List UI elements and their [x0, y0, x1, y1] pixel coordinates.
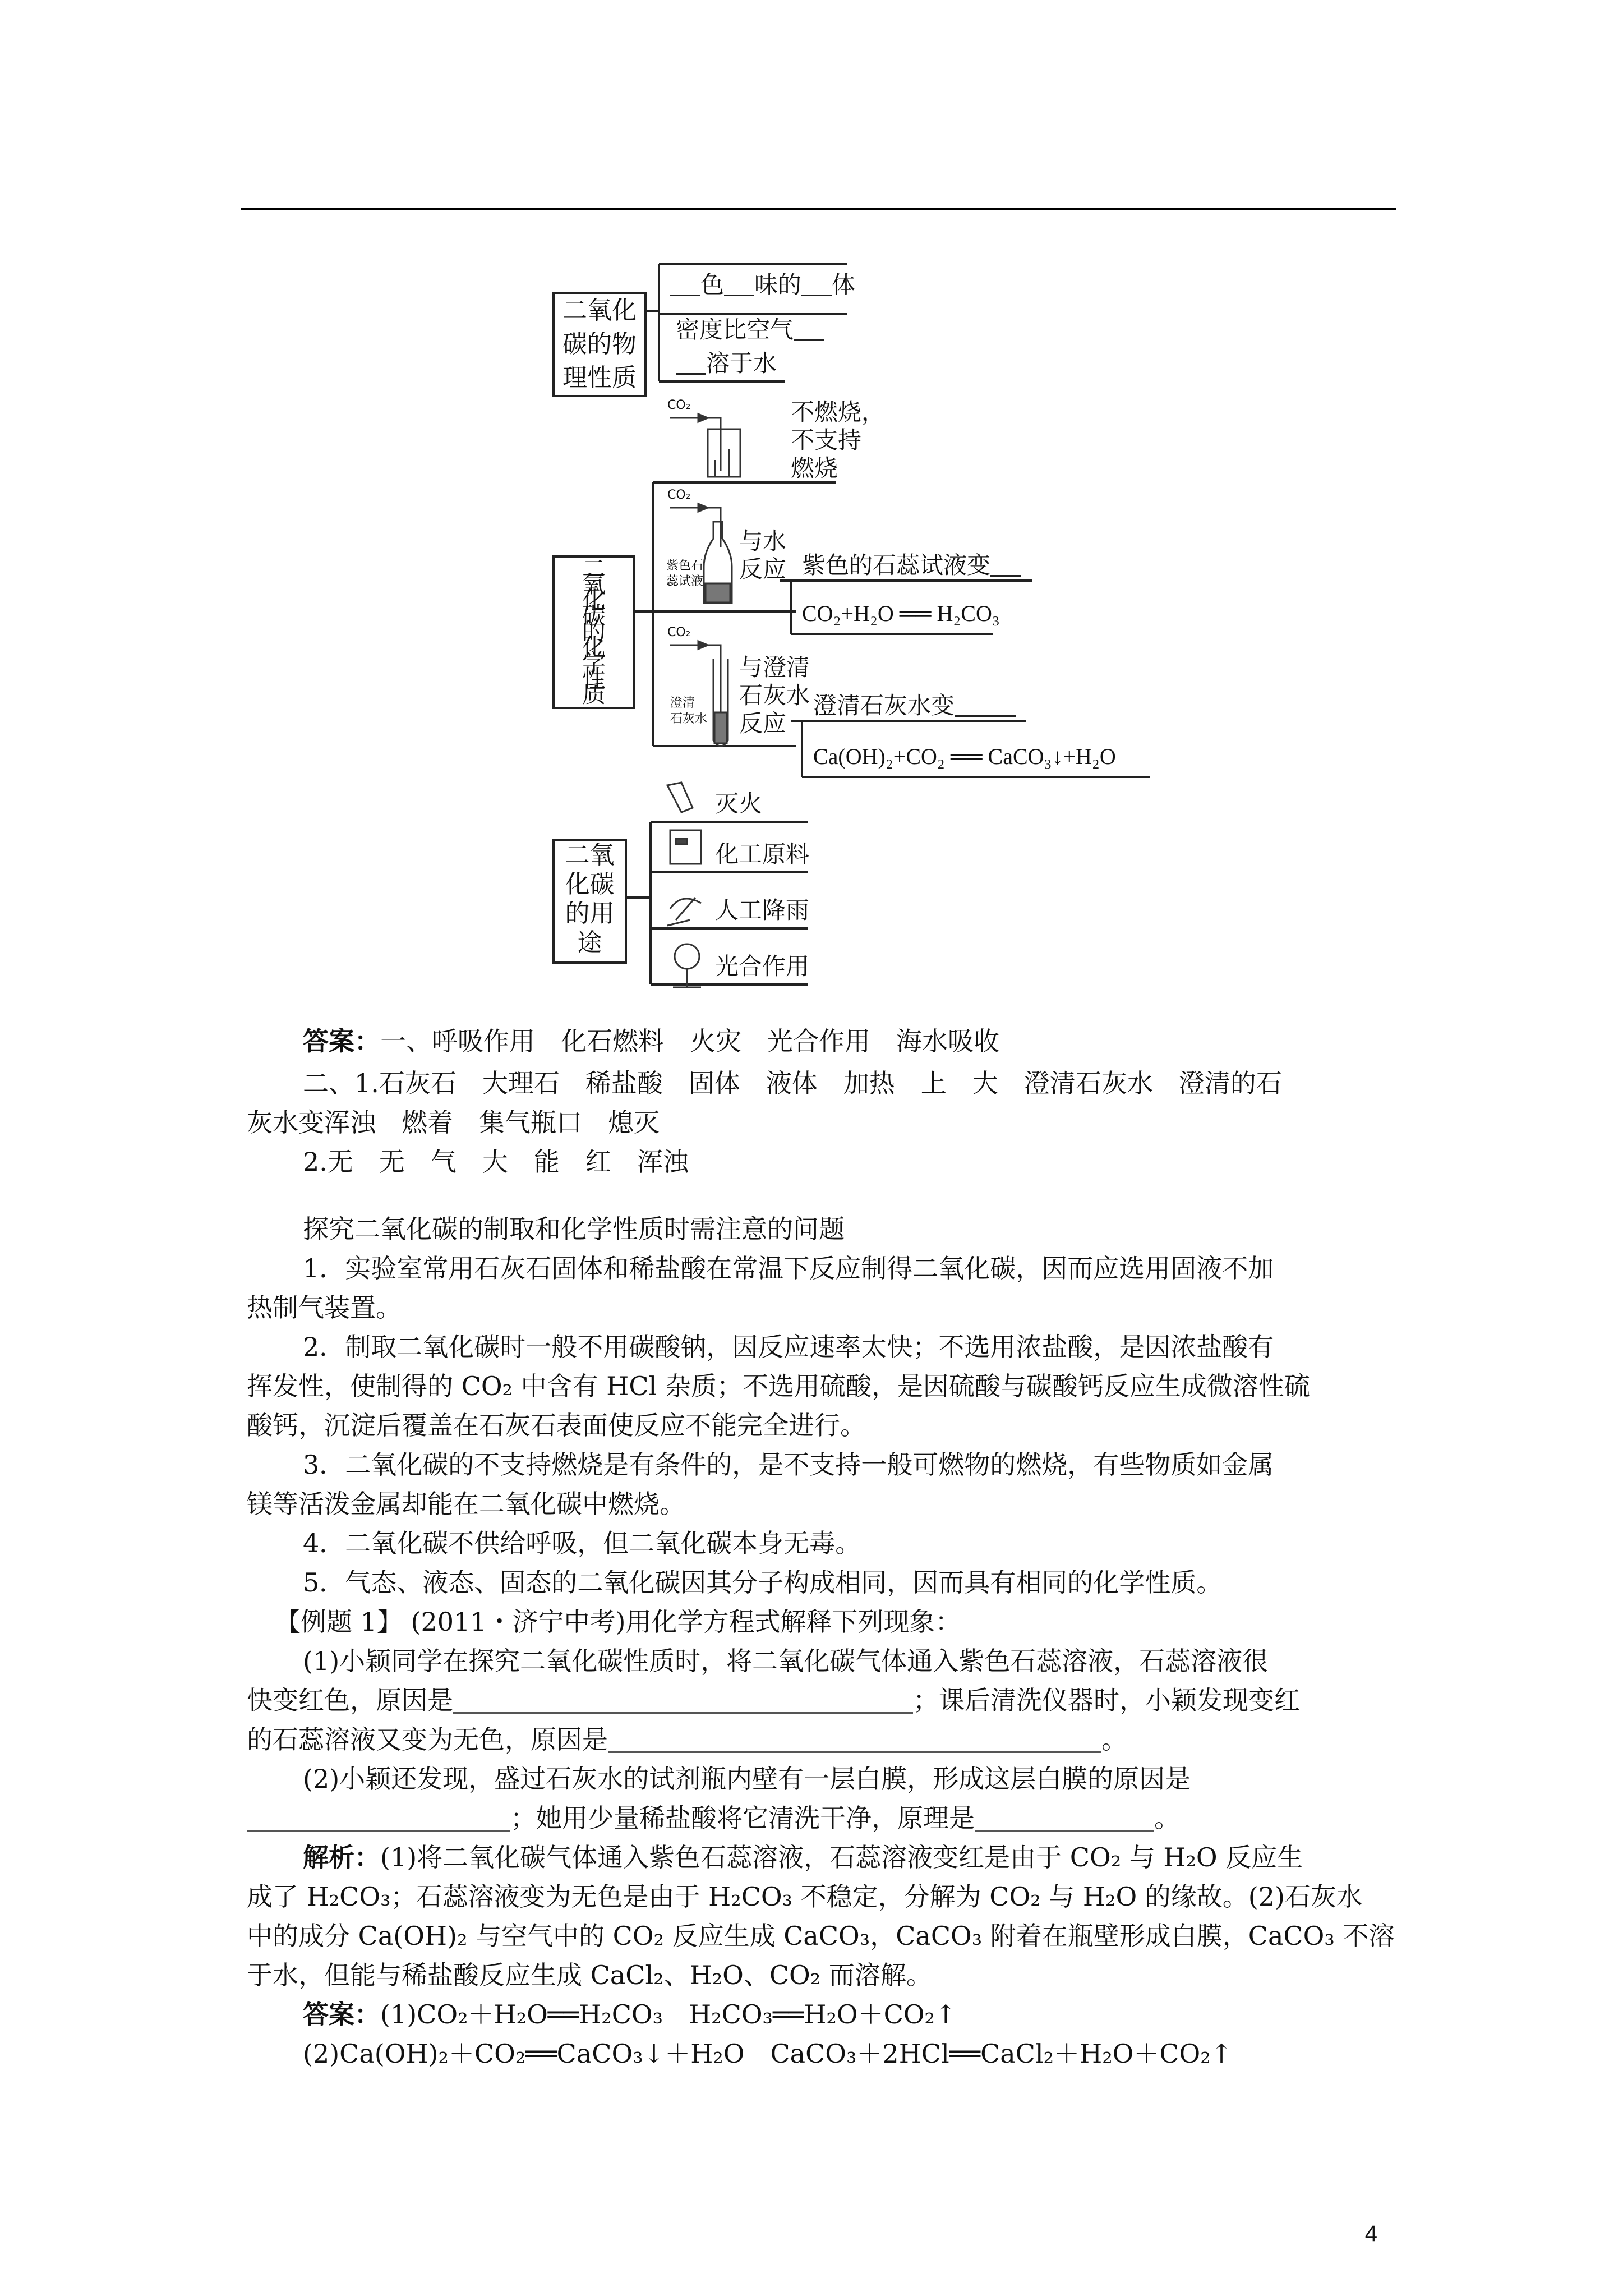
- physical-properties-box: 二氧化 碳的物 理性质: [552, 292, 647, 397]
- answers-1-line2b: 灰水变浑浊 燃着 集气瓶口 熄灭: [247, 1107, 660, 1138]
- note-3b: 镁等活泼金属却能在二氧化碳中燃烧。: [247, 1489, 685, 1519]
- reaction-with-limewater-label: 与澄清 石灰水 反应: [739, 654, 810, 737]
- limewater-reagent-label: 澄清 石灰水: [670, 696, 708, 726]
- physical-color-smell-state: [670, 266, 855, 300]
- physical-density: [676, 311, 824, 345]
- use-chemical-raw-material: 化工原料: [715, 840, 810, 868]
- co2-label-1: CO₂: [667, 398, 691, 412]
- physical-solubility: [676, 345, 777, 379]
- blank: [676, 348, 706, 375]
- note-1b: 热制气装置。: [247, 1292, 402, 1323]
- note-4: 4．二氧化碳不供给呼吸，但二氧化碳本身无毒。: [303, 1528, 861, 1558]
- note-1a: 1．实验室常用石灰石固体和稀盐酸在常温下反应制得二氧化碳，因而应选用固液不加: [303, 1253, 1274, 1283]
- example-q2a: (2)小颖还发现，盛过石灰水的试剂瓶内壁有一层白膜，形成这层白膜的原因是: [303, 1764, 1191, 1794]
- co2-label-2: CO₂: [667, 488, 691, 502]
- limewater-result-text: 澄清石灰水变: [813, 692, 955, 719]
- litmus-reagent-label: 紫色石 蕊试液: [666, 559, 704, 588]
- example-q1b: [247, 1680, 1300, 1717]
- note-5: 5．气态、液态、固态的二氧化碳因其分子构成相同，因而具有相同的化学性质。: [303, 1567, 1223, 1598]
- example-q1a: (1)小颖同学在探究二氧化碳性质时，将二氧化碳气体通入紫色石蕊溶液，石蕊溶液很: [303, 1646, 1269, 1676]
- notes-title: 探究二氧化碳的制取和化学性质时需注意的问题: [303, 1214, 845, 1244]
- q1c-post: 。: [1101, 1724, 1127, 1755]
- label-solubility: 溶于水: [706, 349, 777, 377]
- page-number: 4: [1364, 2221, 1377, 2246]
- analysis-l4: 于水，但能与稀盐酸反应生成 CaCl₂、H₂O、CO₂ 而溶解。: [247, 1960, 932, 1990]
- answer-blank-3: [247, 1803, 510, 1832]
- label-smell: 味的: [754, 271, 802, 298]
- blank: [801, 270, 832, 296]
- chemical-properties-box: 二 氧 化 碳 的 化 学 性 质: [552, 555, 635, 709]
- reaction-with-water-label: 与水 反应: [739, 527, 787, 583]
- q2b-post: 。: [1154, 1803, 1180, 1833]
- mindmap-lines: [0, 0, 1623, 1010]
- q1c-pre: 的石蕊溶液又变为无色，原因是: [247, 1724, 608, 1755]
- limewater-result: [813, 687, 1016, 721]
- limewater-reaction-equation: Ca(OH)₂+CO₂ ══ CaCO₃↓+H₂O: [813, 744, 1116, 769]
- analysis-l2: 成了 H₂CO₃；石蕊溶液变为无色是由于 H₂CO₃ 不稳定，分解为 CO₂ 与 H₂O 的缘故。(2)石灰水: [247, 1881, 1362, 1912]
- analysis-l3: 中的成分 Ca(OH)₂ 与空气中的 CO₂ 反应生成 CaCO₃，CaCO₃ 附着在瓶壁形成白膜，CaCO₃ 不溶: [247, 1921, 1395, 1951]
- answer-line1-text: 一、呼吸作用 化石燃料 火灾 光合作用 海水吸收: [380, 1026, 999, 1056]
- use-fire-extinguishing: 灭火: [715, 790, 763, 817]
- answers-2-a2: (2)Ca(OH)₂＋CO₂══CaCO₃↓＋H₂O CaCO₃＋2HCl══CaCl₂＋H₂O＋CO₂↑: [303, 2039, 1233, 2069]
- answers-1-line3: 2.无 无 气 大 能 红 浑浊: [303, 1147, 689, 1177]
- answers-2-a1-text: (1)CO₂＋H₂O══H₂CO₃ H₂CO₃══H₂O＋CO₂↑: [380, 1999, 957, 2030]
- q1b-pre: 快变红色，原因是: [247, 1685, 453, 1715]
- answer-label: 答案：: [303, 1026, 380, 1056]
- analysis-l1-text: (1)将二氧化碳气体通入紫色石蕊溶液，石蕊溶液变红是由于 CO₂ 与 H₂O 反应生: [380, 1842, 1303, 1872]
- note-3a: 3．二氧化碳的不支持燃烧是有条件的，是不支持一般可燃物的燃烧，有些物质如金属: [303, 1450, 1274, 1480]
- note-2c: 酸钙，沉淀后覆盖在石灰石表面使反应不能完全进行。: [247, 1410, 866, 1441]
- q1b-post: ；课后清洗仪器时，小颖发现变红: [913, 1685, 1300, 1715]
- water-reaction-equation: CO₂+H₂O ══ H₂CO₃: [802, 601, 1000, 626]
- answers-1-line1: [303, 1021, 999, 1058]
- uses-box: 二氧 化碳 的用 途: [552, 839, 627, 964]
- answer-blank-4: [975, 1803, 1154, 1832]
- litmus-result: [802, 547, 1021, 581]
- example-q1c: [247, 1719, 1127, 1756]
- q2b-mid: ；她用少量稀盐酸将它清洗干净，原理是: [510, 1803, 975, 1833]
- co2-label-3: CO₂: [667, 625, 691, 639]
- blank: [724, 270, 754, 296]
- label-density: 密度比空气: [676, 316, 794, 343]
- litmus-result-text: 紫色的石蕊试液变: [802, 551, 991, 579]
- label-state: 体: [832, 271, 856, 298]
- note-2a: 2．制取二氧化碳时一般不用碳酸钠，因反应速率太快；不选用浓盐酸，是因浓盐酸有: [303, 1332, 1274, 1362]
- answer-label-2: 答案：: [303, 1999, 380, 2030]
- analysis-l1: [303, 1837, 1303, 1874]
- answers-2-a1: [303, 1994, 957, 2031]
- blank: [670, 270, 700, 296]
- example-head: 【例题 1】 (2011・济宁中考)用化学方程式解释下列现象：: [275, 1607, 961, 1637]
- analysis-label: 解析：: [303, 1842, 380, 1872]
- answer-blank-1: [453, 1685, 913, 1714]
- note-2b: 挥发性，使制得的 CO₂ 中含有 HCl 杂质；不选用硫酸，是因硫酸与碳酸钙反应生成微溶性硫: [247, 1371, 1310, 1401]
- example-q2b: [247, 1798, 1180, 1835]
- answers-1-line2a: 二、1.石灰石 大理石 稀盐酸 固体 液体 加热 上 大 澄清石灰水 澄清的石: [303, 1068, 1282, 1098]
- blank: [955, 691, 1016, 717]
- use-photosynthesis: 光合作用: [715, 953, 810, 980]
- blank: [990, 550, 1021, 577]
- blank: [794, 315, 824, 341]
- answer-blank-2: [608, 1724, 1101, 1753]
- label-color: 色: [700, 271, 725, 298]
- no-combustion-text: 不燃烧， 不支持 燃烧: [791, 398, 886, 482]
- use-artificial-rain: 人工降雨: [715, 896, 810, 924]
